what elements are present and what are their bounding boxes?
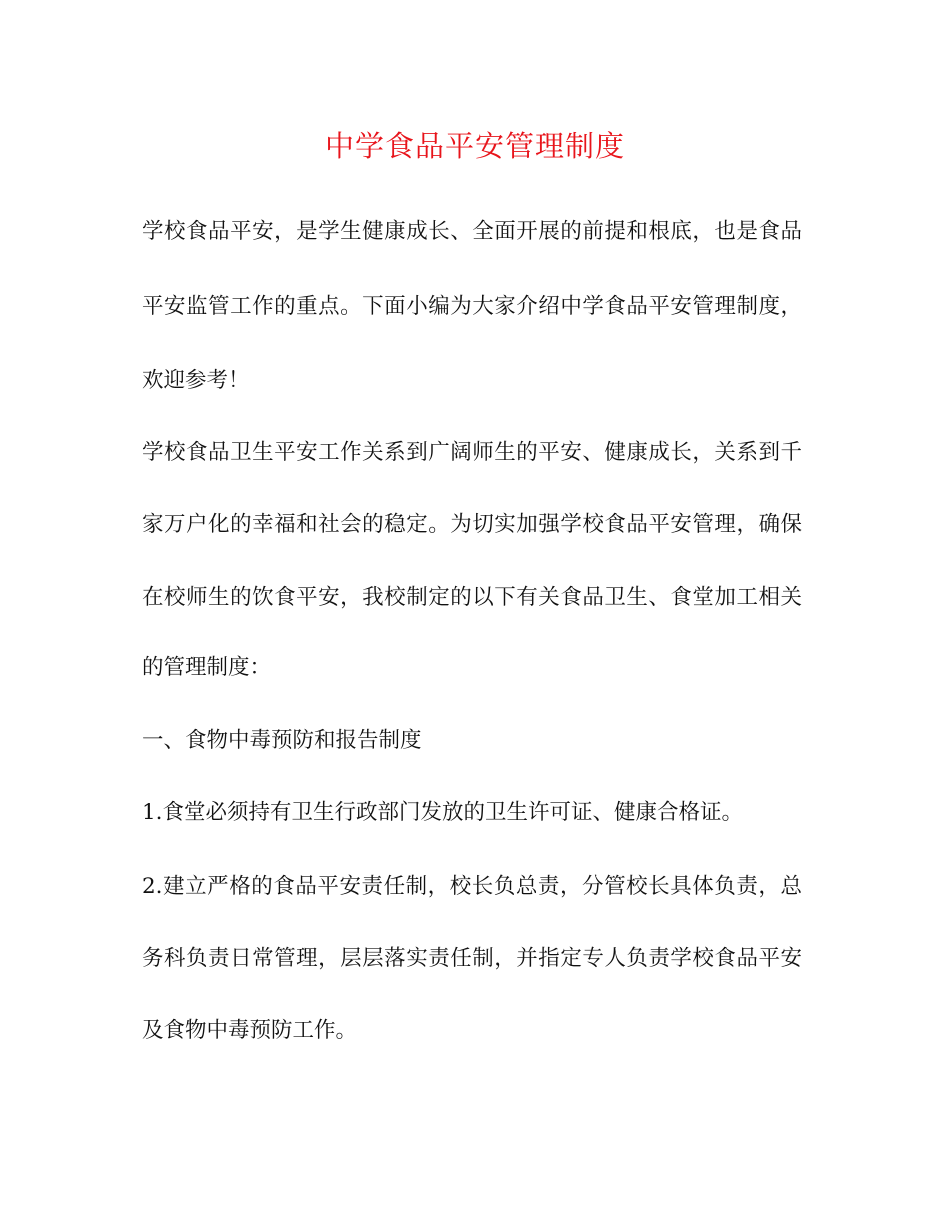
section-heading: 一、食物中毒预防和报告制度 bbox=[142, 728, 422, 753]
paragraph-line: 的管理制度： bbox=[142, 655, 272, 680]
paragraph-line: 家万户化的幸福和社会的稳定。为切实加强学校食品平安管理，确保 bbox=[142, 512, 802, 537]
list-item: 1.食堂必须持有卫生行政部门发放的卫生许可证、健康合格证。 bbox=[142, 800, 744, 825]
page-title: 中学食品平安管理制度 bbox=[324, 129, 625, 163]
paragraph-line: 平安监管工作的重点。下面小编为大家介绍中学食品平安管理制度， bbox=[142, 294, 802, 319]
list-item: 2.建立严格的食品平安责任制，校长负总责，分管校长具体负责，总 bbox=[142, 874, 802, 899]
paragraph-line: 务科负责日常管理，层层落实责任制，并指定专人负责学校食品平安 bbox=[142, 946, 802, 971]
paragraph-line: 在校师生的饮食平安，我校制定的以下有关食品卫生、食堂加工相关 bbox=[142, 585, 802, 610]
paragraph-line: 学校食品平安，是学生健康成长、全面开展的前提和根底，也是食品 bbox=[142, 219, 802, 244]
paragraph-line: 欢迎参考！ bbox=[142, 368, 250, 393]
paragraph-line: 及食物中毒预防工作。 bbox=[142, 1018, 358, 1043]
paragraph-line: 学校食品卫生平安工作关系到广阔师生的平安、健康成长，关系到千 bbox=[142, 440, 802, 465]
